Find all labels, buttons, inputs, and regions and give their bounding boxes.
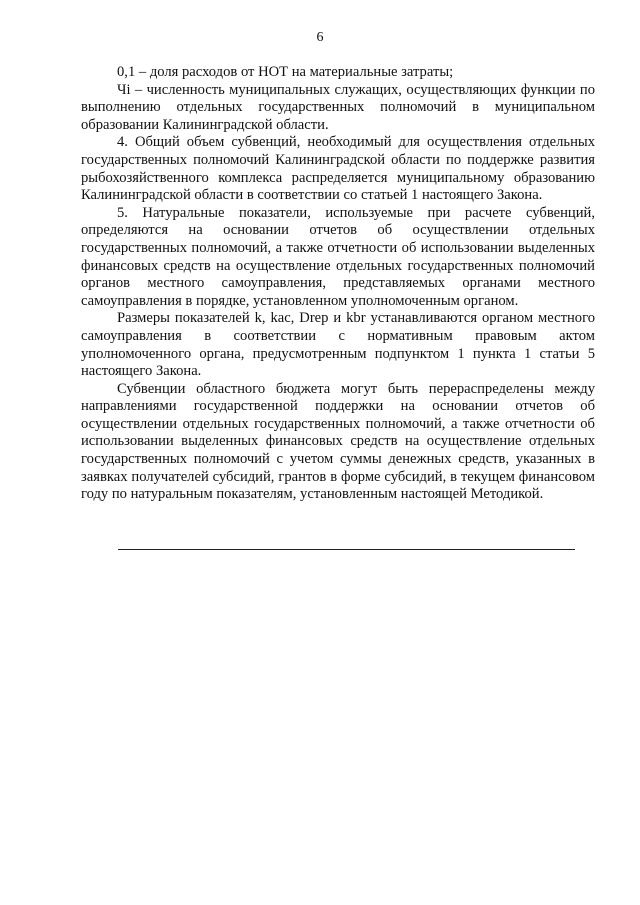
closing-rule xyxy=(118,549,575,550)
page-number: 6 xyxy=(316,30,324,45)
paragraph-indicator-sizes: Размеры показателей k, kac, Drep и kbr устанавливаются органом местного самоуправления в соответствии с нормативным правовым актом уполномоченного органа, предусмотренным подпунктом 1 пункта 1 статьи 5 настоящего Закона. xyxy=(81,310,595,380)
document-body xyxy=(81,64,595,504)
paragraph-redistribution: Субвенции областного бюджета могут быть перераспределены между направлениями государственной поддержки на основании отчетов об осуществлении отдельных государственных полномочий, а также отчетности об использовании выделенных финансовых средств на осуществление отдельных государственных полномочий с учетом суммы денежных средств, указанных в заявках получателей субсидий, грантов в форме субсидий, в текущем финансовом году по натуральным показателям, установленным настоящей Методикой. xyxy=(81,380,595,503)
paragraph-material-costs: 0,1 – доля расходов от НОТ на материальные затраты; xyxy=(117,64,454,80)
paragraph-section-4: 4. Общий объем субвенций, необходимый для осуществления отдельных государственных полномочий Калининградской области по поддержке развития рыбохозяйственного комплекса распределяется муниципальному образованию Калининградской области в соответствии со статьей 1 настоящего Закона. xyxy=(81,134,595,204)
paragraph-employee-count: Чi – численность муниципальных служащих, осуществляющих функции по выполнению отдельных государственных полномочий в муниципальном образовании Калининградской области. xyxy=(81,81,595,133)
paragraph-section-5: 5. Натуральные показатели, используемые при расчете субвенций, определяются на основании отчетов об осуществлении отдельных государственных полномочий, а также отчетности об использовании выделенных финансовых средств на осуществление отдельных государственных полномочий органов местного самоуправления, представляемых органами местного самоуправления в порядке, установленном уполномоченным органом. xyxy=(81,204,595,309)
